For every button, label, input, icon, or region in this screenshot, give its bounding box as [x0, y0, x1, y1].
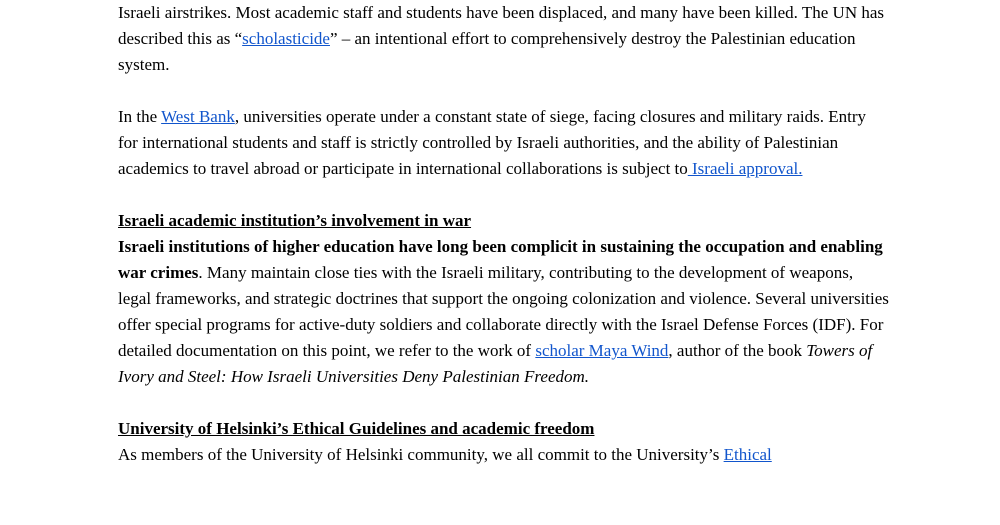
link-israeli-approval[interactable]: Israeli approval.	[687, 159, 803, 178]
document-content	[118, 0, 890, 468]
bold-lead-text: Israeli institutions of higher education have long been complicit in sustaining the occupation and enabling war crimes	[118, 237, 883, 282]
link-ethical-guidelines[interactable]: Ethical	[723, 445, 772, 464]
heading-israeli-academic-involvement	[118, 208, 890, 234]
book-title: Towers of Ivory and Steel: How Israeli Universities Deny Palestinian Freedom.	[118, 341, 873, 386]
paragraph-west-bank	[118, 104, 890, 182]
text-segment: Israeli airstrikes. Most academic staff and students have been displaced, and many have been killed. The UN has described this as “	[118, 3, 885, 48]
text-segment: , author of the book	[668, 341, 807, 360]
heading-ethical-guidelines	[118, 416, 890, 442]
link-scholar-maya-wind[interactable]: scholar Maya Wind	[535, 341, 669, 360]
text-segment: ” – an intentional effort to comprehensively destroy the Palestinian education system.	[118, 29, 856, 74]
heading-text: University of Helsinki’s Ethical Guidelines and academic freedom	[118, 419, 595, 438]
paragraph-gaza-education	[118, 0, 890, 78]
text-segment: As members of the University of Helsinki community, we all commit to the University’s	[118, 445, 724, 464]
text-segment: In the	[118, 107, 162, 126]
link-west-bank[interactable]: West Bank	[161, 107, 235, 126]
text-segment: . Many maintain close ties with the Israeli military, contributing to the development of weapons, legal frameworks, and strategic doctrines that support the ongoing colonization and violence. Several universities offer special programs for active-duty soldiers and collaborate directly with the Israel Defense Forces (IDF). For detailed documentation on this point, we refer to the work of	[118, 263, 889, 360]
heading-text: Israeli academic institution’s involvement in war	[118, 211, 472, 230]
link-scholasticide[interactable]: scholasticide	[242, 29, 330, 48]
paragraph-israeli-institutions	[118, 234, 890, 390]
paragraph-ethical-guidelines	[118, 442, 890, 468]
text-segment: , universities operate under a constant state of siege, facing closures and military raids. Entry for international students and staff is strictly controlled by Israeli authorities, and the ability of Palestinian academics to travel abroad or participate in international collaborations is subject to	[118, 107, 866, 178]
